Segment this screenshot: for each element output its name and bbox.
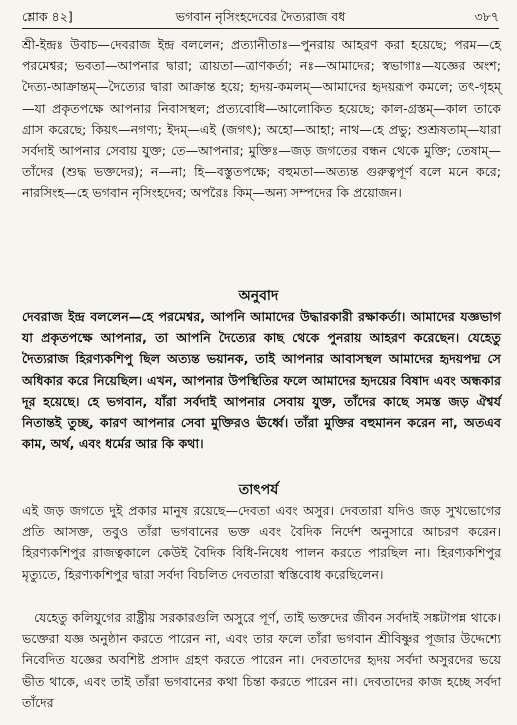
translation-heading: অনুবাদ <box>238 288 279 304</box>
purport-paragraph-1: এই জড় জগতে দুই প্রকার মানুষ রয়েছে—দেবতা এবং অসুর। দেবতারা যদিও জড় সুখভোগের প্রতি আসক্ত, তবুও তাঁরা ভগবানের ভক্ত এবং বৈদিক নির্দেশ অনুসারে আচরণ করেন। হিরণ্যকশিপুর রাজত্বকালে কেউই বৈদিক বিধি-নিষেধ পালন করতে পারছিল না। হিরণ্যকশিপুর মৃত্যুতে, হিরণ্যকশিপুর দ্বারা সর্বদা বিচলিত দেবতারা স্বস্তিবোধ করেছিলেন। <box>22 503 501 582</box>
purport-paragraph-2: যেহেতু কলিযুগের রাষ্ট্রীয় সরকারগুলি অসুরে পূর্ণ, তাই ভক্তদের জীবন সর্বদাই সঙ্কটাপন্ন থাকে। ভক্তেরা যজ্ঞ অনুষ্ঠান করতে পারেন না, এবং তার ফলে তাঁরা ভগবান শ্রীবিষ্ণুর পূজার উদ্দেশ্যে নিবেদিত যজ্ঞের অবশিষ্ট প্রসাদ গ্রহণ করতে পারেন না। দেবতাদের হৃদয় সর্বদা অসুরদের ভয়ে ভীত থাকে, এবং তাই তাঁরা ভগবানের কথা চিন্তা করতে পারেন না। দেবতাদের কাজ হচ্ছে সর্বদা তাঁদের <box>22 610 501 710</box>
chapter-title: ভগবান নৃসিংহদেবের দৈত্যরাজ বধ <box>175 9 346 24</box>
header-divider <box>22 28 499 29</box>
verse-reference: শ্লোক ৪২] <box>22 9 73 24</box>
synonyms-paragraph: শ্রী-ইন্দ্রঃ উবাচ—দেবরাজ ইন্দ্র বললেন; প্রত্যানীতাঃ—পুনরায় আহরণ করা হয়েছে; পরম—হে পরমেশ্বর; ভবতা—আপনার দ্বারা; ত্রায়তা—ত্রাণকর্তা; নঃ—আমাদের; স্বভাগাঃ—যজ্ঞের অংশ; দৈত্য-আক্রান্তম্—দৈত্যের দ্বারা আক্রান্ত হয়ে; হৃদয়-কমলম্—আমাদের হৃদয়রূপ কমলে; তৎ-গৃহম্—যা প্রকৃতপক্ষে আপনার নিবাসস্থল; প্রত্যবোধি—আলোকিত হয়েছে; কাল-গ্রস্তম্—কাল তাকে গ্রাস করেছে; কিয়ৎ—নগণ্য; ইদম্—এই (জগৎ); অহো—আহা; নাথ—হে প্রভু; শুশ্রূষতাম্—যারা সর্বদাই আপনার সেবায় যুক্ত; তে—আপনার; মুক্তিঃ—জড় জগতের বন্ধন থেকে মুক্তি; তেষাম্—তাঁদের (শুদ্ধ ভক্তদের); ন—না; হি—বস্তুতপক্ষে; বহুমতা—অত্যন্ত গুরুত্বপূর্ণ বলে মনে করে; নারসিংহ—হে ভগবান নৃসিংহদেব; অপরৈঃ কিম্—অন্য সম্পদের কি প্রয়োজন। <box>22 37 501 201</box>
page-number: ৩৮৭ <box>474 9 499 24</box>
purport-heading: তাৎপর্য <box>238 482 279 498</box>
page-header <box>22 6 499 28</box>
translation-paragraph: দেবরাজ ইন্দ্র বললেন—হে পরমেশ্বর, আপনি আমাদের উদ্ধারকারী রক্ষাকর্তা। আমাদের যজ্ঞভাগ যা প্রকৃতপক্ষে আপনার, তা আপনি দৈত্যের কাছ থেকে পুনরায় আহরণ করেছেন। যেহেতু দৈত্যরাজ হিরণ্যকশিপু ছিল অত্যন্ত ভয়ানক, তাই আপনার আবাসস্থল আমাদের হৃদয়পদ্ম সে অধিকার করে নিয়েছিল। এখন, আপনার উপস্থিতির ফলে আমাদের হৃদয়ের বিষাদ এবং অন্ধকার দূর হয়েছে। হে ভগবান, যাঁরা সর্বদাই আপনার সেবায় যুক্ত, তাঁদের কাছে সমস্ত জড় ঐশ্বর্য নিতান্তই তুচ্ছ, কারণ আপনার সেবা মুক্তিরও ঊর্ধ্বে। তাঁরা মুক্তির বহুমানন করেন না, অতএব কাম, অর্থ, এবং ধর্মের আর কি কথা। <box>22 309 501 452</box>
